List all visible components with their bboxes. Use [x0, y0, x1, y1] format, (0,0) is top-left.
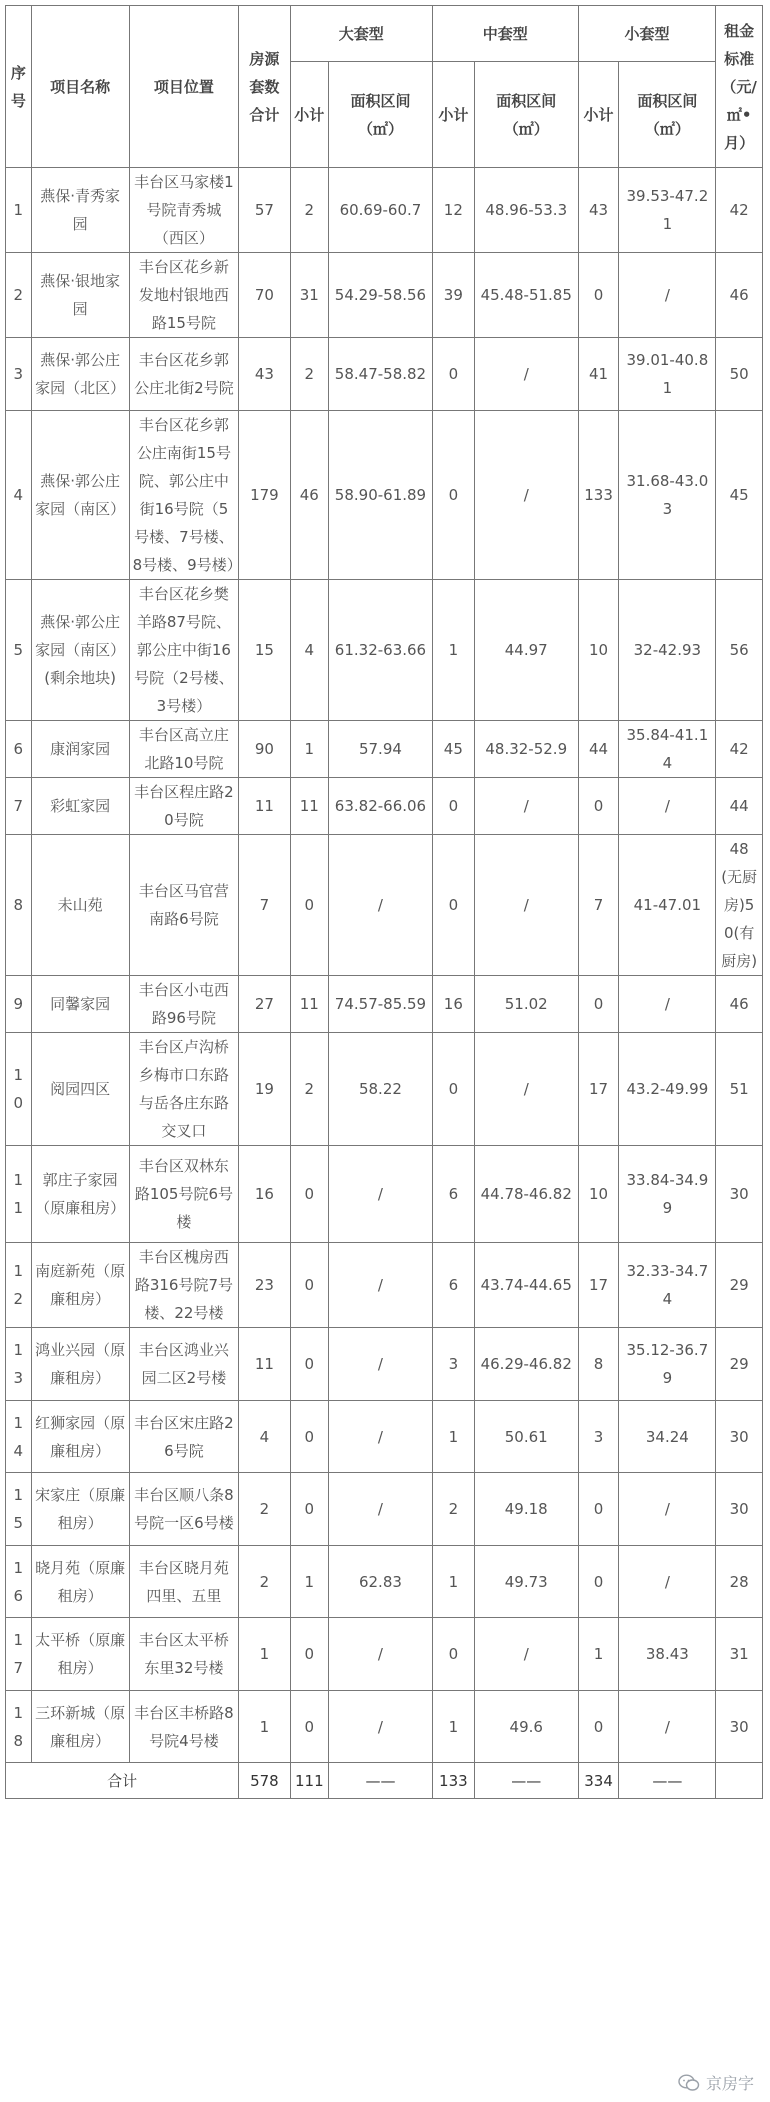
row-medium-area: 50.61 — [474, 1401, 578, 1473]
row-medium-area: 45.48-51.85 — [474, 253, 578, 338]
row-total: 11 — [239, 778, 290, 835]
row-no: 16 — [6, 1546, 32, 1618]
header-no: 序号 — [6, 6, 32, 168]
row-rent: 50 — [716, 338, 763, 411]
row-name: 郭庄子家园（原廉租房） — [31, 1146, 129, 1243]
row-location: 丰台区马家楼1号院青秀城（西区） — [129, 168, 239, 253]
row-medium-count: 1 — [432, 580, 474, 721]
row-rent: 46 — [716, 976, 763, 1033]
totals-large: 111 — [290, 1763, 328, 1799]
row-total: 16 — [239, 1146, 290, 1243]
row-small-count: 43 — [578, 168, 619, 253]
row-small-count: 44 — [578, 721, 619, 778]
row-large-area: 57.94 — [329, 721, 433, 778]
row-rent: 30 — [716, 1473, 763, 1546]
row-large-count: 2 — [290, 338, 328, 411]
row-large-count: 2 — [290, 1033, 328, 1146]
row-rent: 29 — [716, 1328, 763, 1401]
table-row — [6, 1328, 763, 1401]
row-large-count: 0 — [290, 1328, 328, 1401]
row-location: 丰台区丰桥路8号院4号楼 — [129, 1691, 239, 1763]
row-total: 7 — [239, 835, 290, 976]
row-large-count: 0 — [290, 1618, 328, 1691]
row-small-count: 8 — [578, 1328, 619, 1401]
row-small-count: 133 — [578, 411, 619, 580]
row-no: 2 — [6, 253, 32, 338]
row-total: 2 — [239, 1473, 290, 1546]
row-medium-count: 1 — [432, 1401, 474, 1473]
row-small-area: 39.53-47.21 — [619, 168, 716, 253]
row-large-count: 0 — [290, 1473, 328, 1546]
row-total: 19 — [239, 1033, 290, 1146]
row-large-count: 0 — [290, 1146, 328, 1243]
row-large-count: 1 — [290, 1546, 328, 1618]
table-row — [6, 835, 763, 976]
row-name: 三环新城（原廉租房） — [31, 1691, 129, 1763]
header-total: 房源套数合计 — [239, 6, 290, 168]
row-large-area: / — [329, 1473, 433, 1546]
row-large-count: 4 — [290, 580, 328, 721]
row-large-area: 62.83 — [329, 1546, 433, 1618]
row-medium-area: 49.73 — [474, 1546, 578, 1618]
row-large-area: / — [329, 1691, 433, 1763]
row-rent: 31 — [716, 1618, 763, 1691]
row-medium-count: 45 — [432, 721, 474, 778]
table-row — [6, 411, 763, 580]
row-location: 丰台区卢沟桥乡梅市口东路与岳各庄东路交叉口 — [129, 1033, 239, 1146]
row-small-count: 3 — [578, 1401, 619, 1473]
row-no: 7 — [6, 778, 32, 835]
row-location: 丰台区双林东路105号院6号楼 — [129, 1146, 239, 1243]
row-medium-count: 0 — [432, 778, 474, 835]
row-small-count: 10 — [578, 580, 619, 721]
row-rent: 42 — [716, 168, 763, 253]
row-small-count: 0 — [578, 976, 619, 1033]
totals-label: 合计 — [6, 1763, 239, 1799]
row-small-area: / — [619, 976, 716, 1033]
row-medium-count: 3 — [432, 1328, 474, 1401]
header-medium-subtotal: 小计 — [432, 62, 474, 168]
header-location: 项目位置 — [129, 6, 239, 168]
row-small-area: / — [619, 253, 716, 338]
row-medium-count: 6 — [432, 1243, 474, 1328]
header-large-area: 面积区间（㎡） — [329, 62, 433, 168]
table-row — [6, 1691, 763, 1763]
watermark — [674, 2069, 758, 2096]
row-name: 阅园四区 — [31, 1033, 129, 1146]
row-location: 丰台区槐房西路316号院7号楼、22号楼 — [129, 1243, 239, 1328]
row-name: 燕保·郭公庄家园（北区） — [31, 338, 129, 411]
row-no: 1 — [6, 168, 32, 253]
table-row — [6, 168, 763, 253]
row-medium-area: 48.96-53.3 — [474, 168, 578, 253]
row-large-area: 54.29-58.56 — [329, 253, 433, 338]
row-name: 燕保·青秀家园 — [31, 168, 129, 253]
row-no: 5 — [6, 580, 32, 721]
row-medium-count: 2 — [432, 1473, 474, 1546]
row-no: 4 — [6, 411, 32, 580]
table-row — [6, 778, 763, 835]
row-large-count: 2 — [290, 168, 328, 253]
row-medium-area: / — [474, 1618, 578, 1691]
table-row — [6, 1618, 763, 1691]
row-large-count: 0 — [290, 1243, 328, 1328]
totals-small-area: —— — [619, 1763, 716, 1799]
row-total: 90 — [239, 721, 290, 778]
row-location: 丰台区花乡郭公庄北街2号院 — [129, 338, 239, 411]
row-large-area: / — [329, 1328, 433, 1401]
row-no: 10 — [6, 1033, 32, 1146]
row-no: 11 — [6, 1146, 32, 1243]
row-large-area: / — [329, 835, 433, 976]
row-no: 12 — [6, 1243, 32, 1328]
row-small-area: / — [619, 1473, 716, 1546]
row-small-area: 41-47.01 — [619, 835, 716, 976]
row-large-count: 46 — [290, 411, 328, 580]
row-medium-area: / — [474, 835, 578, 976]
row-small-count: 7 — [578, 835, 619, 976]
table-row — [6, 580, 763, 721]
row-medium-area: / — [474, 338, 578, 411]
row-large-count: 11 — [290, 778, 328, 835]
watermark-text: 京房字 — [705, 2074, 754, 2093]
row-small-area: 38.43 — [619, 1618, 716, 1691]
row-name: 鸿业兴园（原廉租房） — [31, 1328, 129, 1401]
wechat-icon — [678, 2074, 700, 2092]
row-no: 14 — [6, 1401, 32, 1473]
row-large-area: 74.57-85.59 — [329, 976, 433, 1033]
row-large-count: 0 — [290, 835, 328, 976]
row-small-count: 0 — [578, 778, 619, 835]
totals-medium: 133 — [432, 1763, 474, 1799]
row-small-area: 43.2-49.99 — [619, 1033, 716, 1146]
row-location: 丰台区小屯西路96号院 — [129, 976, 239, 1033]
row-large-area: 58.47-58.82 — [329, 338, 433, 411]
row-location: 丰台区太平桥东里32号楼 — [129, 1618, 239, 1691]
row-large-area: 60.69-60.7 — [329, 168, 433, 253]
row-no: 15 — [6, 1473, 32, 1546]
row-location: 丰台区顺八条8号院一区6号楼 — [129, 1473, 239, 1546]
header-medium-area: 面积区间（㎡） — [474, 62, 578, 168]
row-small-area: / — [619, 1691, 716, 1763]
row-name: 燕保·银地家园 — [31, 253, 129, 338]
row-rent: 46 — [716, 253, 763, 338]
table-row — [6, 1033, 763, 1146]
row-rent: 42 — [716, 721, 763, 778]
row-large-count: 1 — [290, 721, 328, 778]
row-medium-count: 0 — [432, 835, 474, 976]
row-no: 9 — [6, 976, 32, 1033]
row-small-area: 34.24 — [619, 1401, 716, 1473]
row-medium-count: 16 — [432, 976, 474, 1033]
row-medium-area: 43.74-44.65 — [474, 1243, 578, 1328]
row-total: 27 — [239, 976, 290, 1033]
row-name: 太平桥（原廉租房） — [31, 1618, 129, 1691]
row-medium-area: / — [474, 1033, 578, 1146]
row-medium-area: / — [474, 778, 578, 835]
row-large-area: 58.22 — [329, 1033, 433, 1146]
row-medium-area: 44.97 — [474, 580, 578, 721]
row-large-count: 0 — [290, 1691, 328, 1763]
row-large-count: 11 — [290, 976, 328, 1033]
table-row — [6, 253, 763, 338]
row-medium-area: 51.02 — [474, 976, 578, 1033]
row-rent: 56 — [716, 580, 763, 721]
row-name: 晓月苑（原廉租房） — [31, 1546, 129, 1618]
row-rent: 28 — [716, 1546, 763, 1618]
header-small: 小套型 — [578, 6, 716, 62]
row-medium-area: 46.29-46.82 — [474, 1328, 578, 1401]
row-medium-area: / — [474, 411, 578, 580]
totals-row — [6, 1763, 763, 1799]
row-total: 15 — [239, 580, 290, 721]
row-total: 4 — [239, 1401, 290, 1473]
totals-large-area: —— — [329, 1763, 433, 1799]
row-location: 丰台区花乡郭公庄南街15号院、郭公庄中街16号院（5号楼、7号楼、8号楼、9号楼） — [129, 411, 239, 580]
row-small-area: 31.68-43.03 — [619, 411, 716, 580]
row-large-area: / — [329, 1243, 433, 1328]
header-medium: 中套型 — [432, 6, 578, 62]
row-total: 23 — [239, 1243, 290, 1328]
row-large-area: / — [329, 1618, 433, 1691]
row-small-count: 17 — [578, 1033, 619, 1146]
row-medium-count: 0 — [432, 1618, 474, 1691]
row-large-area: 63.82-66.06 — [329, 778, 433, 835]
row-medium-area: 44.78-46.82 — [474, 1146, 578, 1243]
row-medium-count: 0 — [432, 411, 474, 580]
row-small-count: 17 — [578, 1243, 619, 1328]
row-total: 2 — [239, 1546, 290, 1618]
header-large: 大套型 — [290, 6, 432, 62]
row-rent: 51 — [716, 1033, 763, 1146]
row-large-count: 31 — [290, 253, 328, 338]
row-medium-count: 1 — [432, 1691, 474, 1763]
table-row — [6, 1243, 763, 1328]
totals-total: 578 — [239, 1763, 290, 1799]
row-large-area: 61.32-63.66 — [329, 580, 433, 721]
row-no: 18 — [6, 1691, 32, 1763]
row-location: 丰台区程庄路20号院 — [129, 778, 239, 835]
row-medium-count: 12 — [432, 168, 474, 253]
row-no: 6 — [6, 721, 32, 778]
row-small-area: 35.84-41.14 — [619, 721, 716, 778]
row-large-area: 58.90-61.89 — [329, 411, 433, 580]
row-name: 红狮家园（原廉租房） — [31, 1401, 129, 1473]
row-large-area: / — [329, 1146, 433, 1243]
row-no: 13 — [6, 1328, 32, 1401]
row-medium-count: 39 — [432, 253, 474, 338]
row-total: 1 — [239, 1618, 290, 1691]
row-small-count: 10 — [578, 1146, 619, 1243]
row-small-area: / — [619, 1546, 716, 1618]
table-row — [6, 976, 763, 1033]
table-row — [6, 1546, 763, 1618]
row-name: 南庭新苑（原廉租房） — [31, 1243, 129, 1328]
row-no: 3 — [6, 338, 32, 411]
row-large-area: / — [329, 1401, 433, 1473]
header-small-area: 面积区间（㎡） — [619, 62, 716, 168]
row-no: 8 — [6, 835, 32, 976]
row-location: 丰台区宋庄路26号院 — [129, 1401, 239, 1473]
row-total: 1 — [239, 1691, 290, 1763]
row-no: 17 — [6, 1618, 32, 1691]
header-small-subtotal: 小计 — [578, 62, 619, 168]
row-location: 丰台区花乡樊羊路87号院、郭公庄中街16号院（2号楼、3号楼） — [129, 580, 239, 721]
row-medium-count: 0 — [432, 338, 474, 411]
row-name: 燕保·郭公庄家园（南区）(剩余地块) — [31, 580, 129, 721]
header-name: 项目名称 — [31, 6, 129, 168]
totals-medium-area: —— — [474, 1763, 578, 1799]
row-location: 丰台区晓月苑四里、五里 — [129, 1546, 239, 1618]
row-medium-count: 6 — [432, 1146, 474, 1243]
row-total: 57 — [239, 168, 290, 253]
row-small-area: 33.84-34.99 — [619, 1146, 716, 1243]
row-medium-count: 0 — [432, 1033, 474, 1146]
row-name: 燕保·郭公庄家园（南区） — [31, 411, 129, 580]
table-row — [6, 721, 763, 778]
row-rent: 29 — [716, 1243, 763, 1328]
row-small-count: 41 — [578, 338, 619, 411]
row-rent: 30 — [716, 1691, 763, 1763]
row-location: 丰台区高立庄北路10号院 — [129, 721, 239, 778]
row-small-area: 32-42.93 — [619, 580, 716, 721]
row-name: 康润家园 — [31, 721, 129, 778]
table-body — [6, 168, 763, 1763]
row-medium-area: 49.6 — [474, 1691, 578, 1763]
row-rent: 44 — [716, 778, 763, 835]
row-rent: 30 — [716, 1146, 763, 1243]
row-small-area: 39.01-40.81 — [619, 338, 716, 411]
row-medium-count: 1 — [432, 1546, 474, 1618]
row-small-area: / — [619, 778, 716, 835]
row-location: 丰台区花乡新发地村银地西路15号院 — [129, 253, 239, 338]
row-small-area: 32.33-34.74 — [619, 1243, 716, 1328]
row-small-count: 0 — [578, 1691, 619, 1763]
row-total: 70 — [239, 253, 290, 338]
row-total: 179 — [239, 411, 290, 580]
row-name: 未山苑 — [31, 835, 129, 976]
table-row — [6, 338, 763, 411]
table-row — [6, 1401, 763, 1473]
table-row — [6, 1473, 763, 1546]
row-name: 宋家庄（原廉租房） — [31, 1473, 129, 1546]
row-rent: 45 — [716, 411, 763, 580]
row-small-area: 35.12-36.79 — [619, 1328, 716, 1401]
row-medium-area: 48.32-52.9 — [474, 721, 578, 778]
row-name: 同馨家园 — [31, 976, 129, 1033]
totals-small: 334 — [578, 1763, 619, 1799]
row-rent: 30 — [716, 1401, 763, 1473]
row-total: 11 — [239, 1328, 290, 1401]
row-total: 43 — [239, 338, 290, 411]
totals-rent — [716, 1763, 763, 1799]
row-small-count: 0 — [578, 253, 619, 338]
table-row — [6, 1146, 763, 1243]
header-rent: 租金标准（元/㎡•月） — [716, 6, 763, 168]
row-location: 丰台区马官营南路6号院 — [129, 835, 239, 976]
row-medium-area: 49.18 — [474, 1473, 578, 1546]
header-large-subtotal: 小计 — [290, 62, 328, 168]
row-rent: 48(无厨房)50(有厨房) — [716, 835, 763, 976]
row-small-count: 0 — [578, 1546, 619, 1618]
rental-housing-table — [5, 5, 763, 1799]
row-small-count: 0 — [578, 1473, 619, 1546]
row-name: 彩虹家园 — [31, 778, 129, 835]
row-large-count: 0 — [290, 1401, 328, 1473]
row-location: 丰台区鸿业兴园二区2号楼 — [129, 1328, 239, 1401]
row-small-count: 1 — [578, 1618, 619, 1691]
